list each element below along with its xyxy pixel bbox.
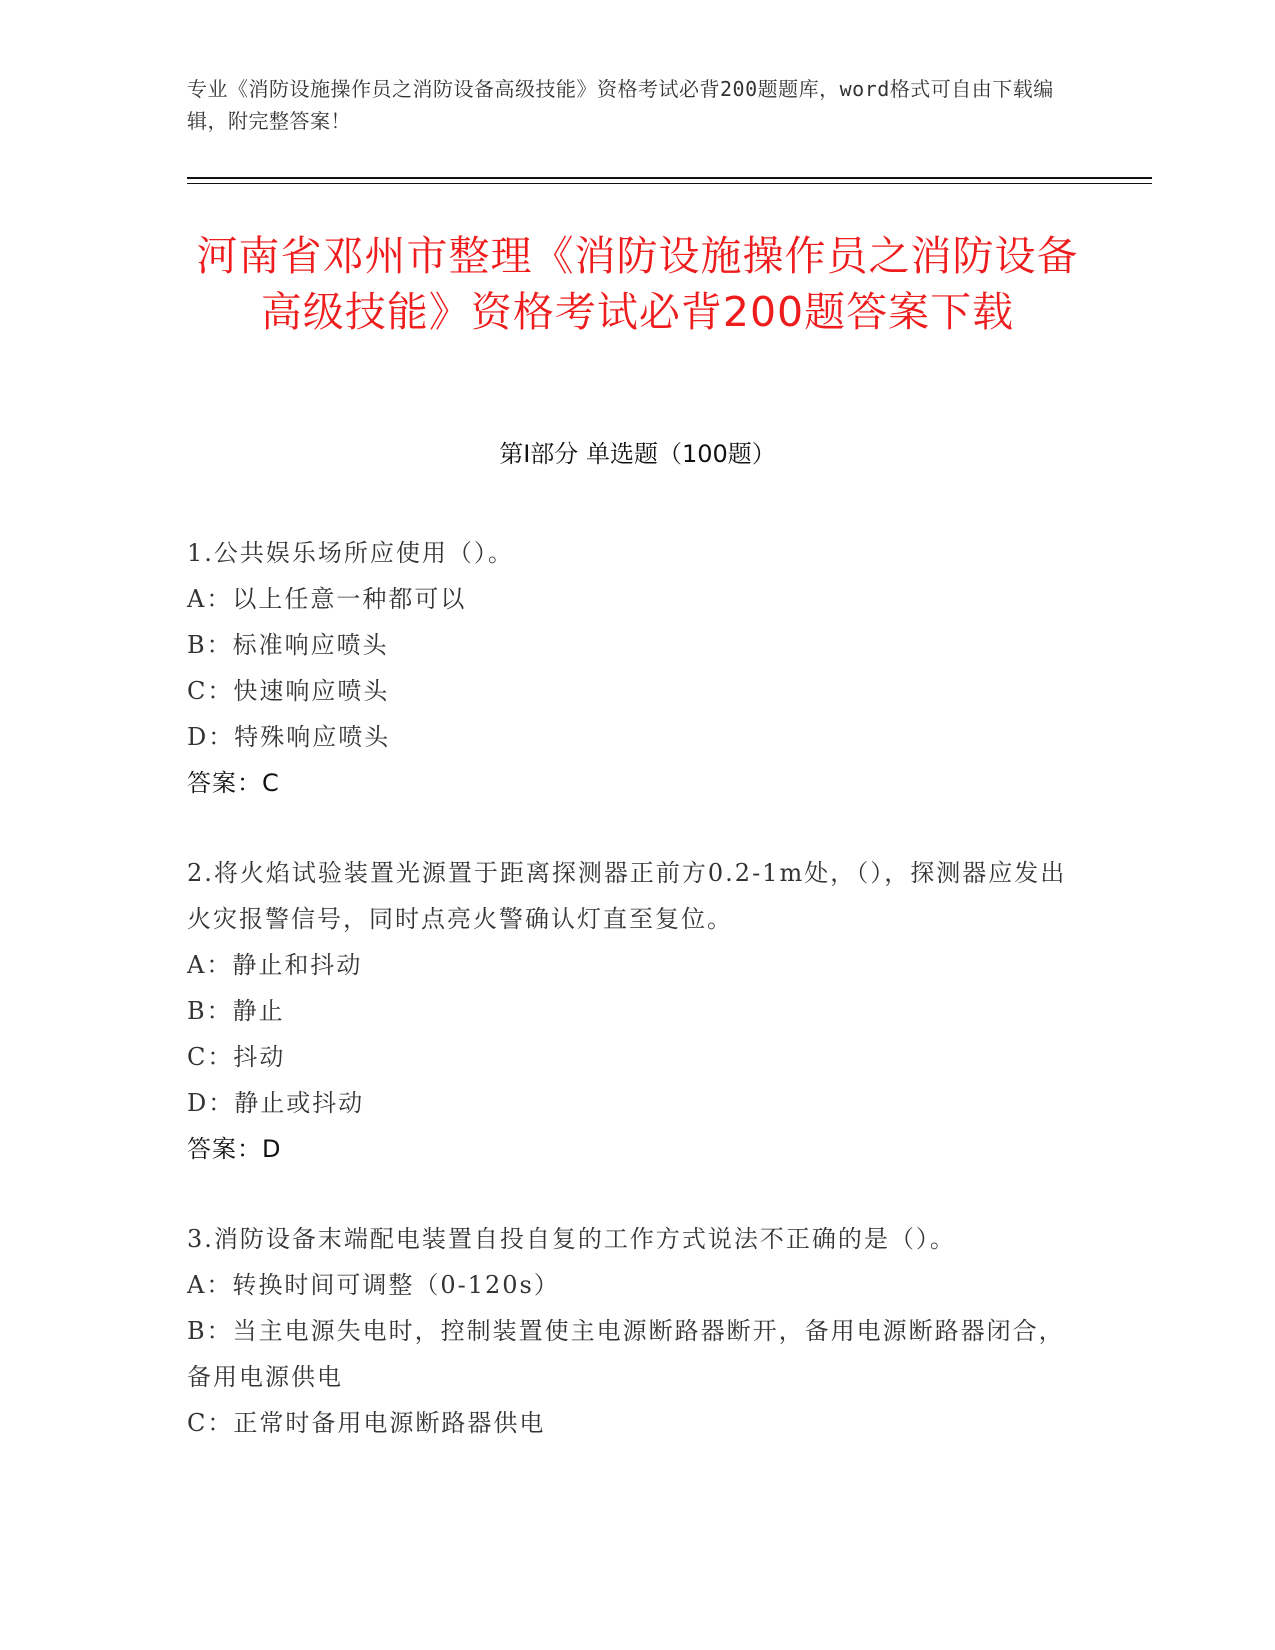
question-stem: 2.将火焰试验装置光源置于距离探测器正前方0.2-1m处，（），探测器应发出火灾报警信号，同时点亮火警确认灯直至复位。 xyxy=(187,859,1067,933)
question-list xyxy=(187,530,1067,1490)
section-heading: 第Ⅰ部分 单选题（100题） xyxy=(499,440,776,468)
answer-line: 答案：C xyxy=(187,769,280,797)
option-b: B：标准响应喷头 xyxy=(187,631,389,659)
header-divider-thin xyxy=(187,183,1152,184)
option-b: B：当主电源失电时，控制装置使主电源断路器断开，备用电源断路器闭合，备用电源供电 xyxy=(187,1317,1065,1391)
question-stem: 3.消防设备末端配电装置自投自复的工作方式说法不正确的是（）。 xyxy=(187,1225,956,1253)
option-c: C：抖动 xyxy=(187,1043,286,1071)
option-c: C：快速响应喷头 xyxy=(187,677,390,705)
document-title: 河南省邓州市整理《消防设施操作员之消防设备高级技能》资格考试必背200题答案下载 xyxy=(196,232,1079,336)
option-a: A：以上任意一种都可以 xyxy=(187,585,467,613)
question-item xyxy=(187,850,1067,1172)
option-b: B：静止 xyxy=(187,997,285,1025)
question-stem: 1.公共娱乐场所应使用（）。 xyxy=(187,539,514,567)
answer-line: 答案：D xyxy=(187,1135,282,1163)
header-note: 专业《消防设施操作员之消防设备高级技能》资格考试必背200题题库，word格式可自由下载编辑，附完整答案！ xyxy=(187,77,1054,133)
header-divider xyxy=(187,177,1152,179)
question-item xyxy=(187,1216,1067,1446)
question-item xyxy=(187,530,1067,806)
option-a: A：转换时间可调整（0-120s） xyxy=(187,1271,560,1299)
option-a: A：静止和抖动 xyxy=(187,951,363,979)
option-c: C：正常时备用电源断路器供电 xyxy=(187,1409,546,1437)
option-d: D：静止或抖动 xyxy=(187,1089,365,1117)
option-d: D：特殊响应喷头 xyxy=(187,723,391,751)
